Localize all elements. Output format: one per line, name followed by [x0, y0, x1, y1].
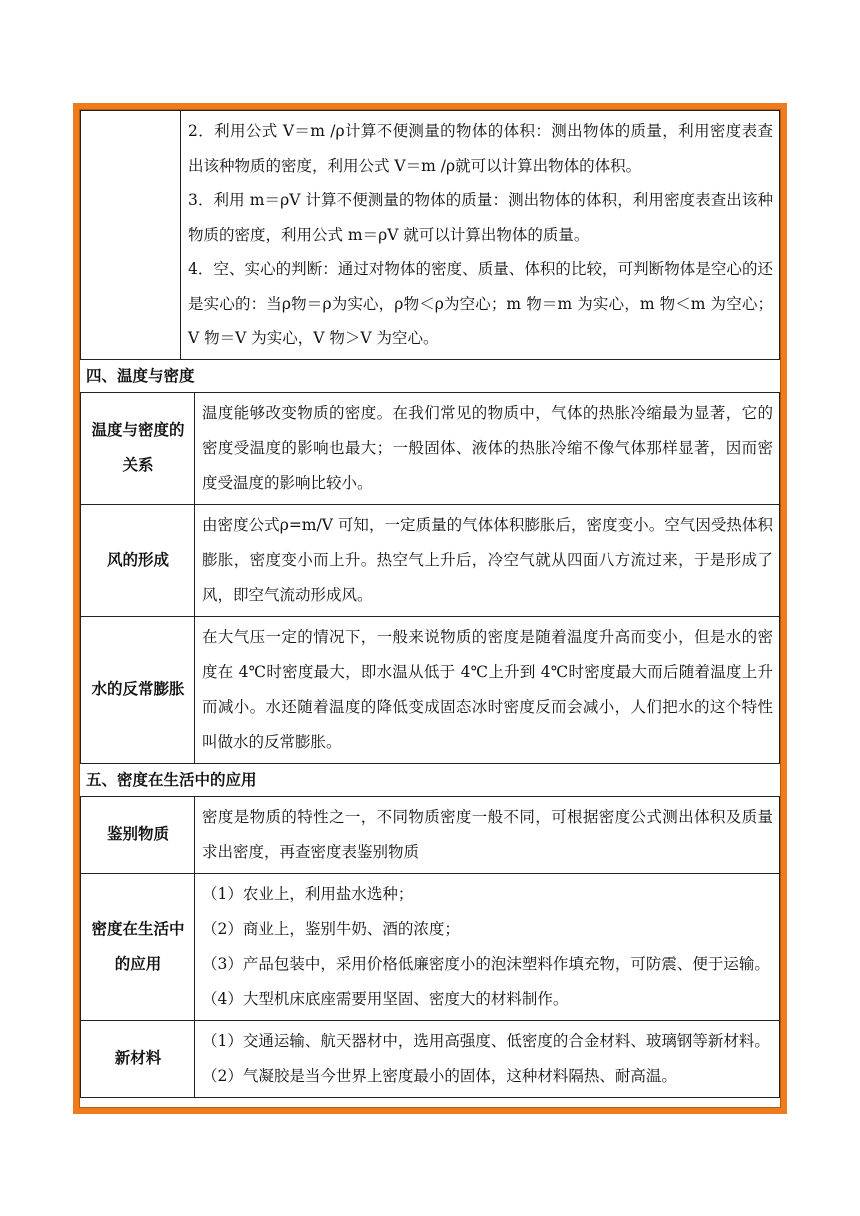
row-label: 鉴别物质 [81, 796, 195, 873]
row-content [195, 796, 780, 873]
empty-label-cell [81, 111, 181, 360]
list-item: （3）产品包装中，采用价格低廉密度小的泡沫塑料作填充物，可防震、便于运输。 [202, 954, 770, 973]
list-item: （4）大型机床底座需要用坚固、密度大的材料制作。 [202, 989, 569, 1008]
row-label: 风的形成 [81, 504, 195, 616]
formula-application-content [181, 111, 780, 360]
list-item: 密度是物质的特性之一，不同物质密度一般不同，可根据密度公式测出体积及质量求出密度，再查密度表鉴别物质 [202, 807, 773, 861]
section-heading-applications: 五、密度在生活中的应用 [86, 770, 257, 789]
list-item: 4．空、实心的判断：通过对物体的密度、质量、体积的比较，可判断物体是空心的还是实心的：当ρ物＝ρ为实心，ρ物＜ρ为空心；m 物＝m 为实心，m 物＜m 为空心；V 物＝V 为实心，V 物＞V 为空心。 [188, 260, 773, 347]
temperature-density-table [80, 392, 780, 764]
row-content: 温度能够改变物质的密度。在我们常见的物质中，气体的热胀冷缩最为显著，它的密度受温度的影响也最大；一般固体、液体的热胀冷缩不像气体那样显著，因而密度受温度的影响比较小。 [195, 392, 780, 504]
row-label: 新材料 [81, 1020, 195, 1097]
list-item: （2）气凝胶是当今世界上密度最小的固体，这种材料隔热、耐高温。 [202, 1066, 677, 1085]
table-row [81, 796, 780, 873]
row-content [195, 1020, 780, 1097]
table-row [81, 111, 780, 360]
table-row [81, 1020, 780, 1097]
row-label: 温度与密度的关系 [81, 392, 195, 504]
list-item: （1）交通运输、航天器材中，选用高强度、低密度的合金材料、玻璃钢等新材料。 [202, 1031, 770, 1050]
list-item: （1）农业上，利用盐水选种； [202, 884, 414, 903]
row-label: 水的反常膨胀 [81, 616, 195, 763]
formula-application-table [80, 110, 780, 360]
list-item: 3．利用 m＝ρV 计算不便测量的物体的质量：测出物体的体积，利用密度表查出该种物质的密度，利用公式 m＝ρV 就可以计算出物体的质量。 [188, 191, 773, 244]
density-applications-table [80, 796, 780, 1098]
table-row [81, 873, 780, 1020]
row-label: 密度在生活中的应用 [81, 873, 195, 1020]
document-body [80, 110, 780, 1098]
list-item: 2．利用公式 V＝m /ρ计算不便测量的物体的体积：测出物体的质量，利用密度表查出该种物质的密度，利用公式 V＝m /ρ就可以计算出物体的体积。 [188, 122, 773, 175]
table-row [81, 504, 780, 616]
table-row [81, 616, 780, 763]
table-row [81, 392, 780, 504]
list-item: （2）商业上，鉴别牛奶、酒的浓度； [202, 919, 460, 938]
row-content: 在大气压一定的情况下，一般来说物质的密度是随着温度升高而变小，但是水的密度在 4℃时密度最大，即水温从低于 4℃上升到 4℃时密度最大而后随着温度上升而减小。水还随着温度的降低变成固态冰时密度反而会减小，人们把水的这个特性叫做水的反常膨胀。 [195, 616, 780, 763]
row-content [195, 873, 780, 1020]
section-heading-temperature: 四、温度与密度 [86, 366, 195, 385]
row-content: 由密度公式ρ=m/V 可知，一定质量的气体体积膨胀后，密度变小。空气因受热体积膨胀，密度变小而上升。热空气上升后，冷空气就从四面八方流过来，于是形成了风，即空气流动形成风。 [195, 504, 780, 616]
